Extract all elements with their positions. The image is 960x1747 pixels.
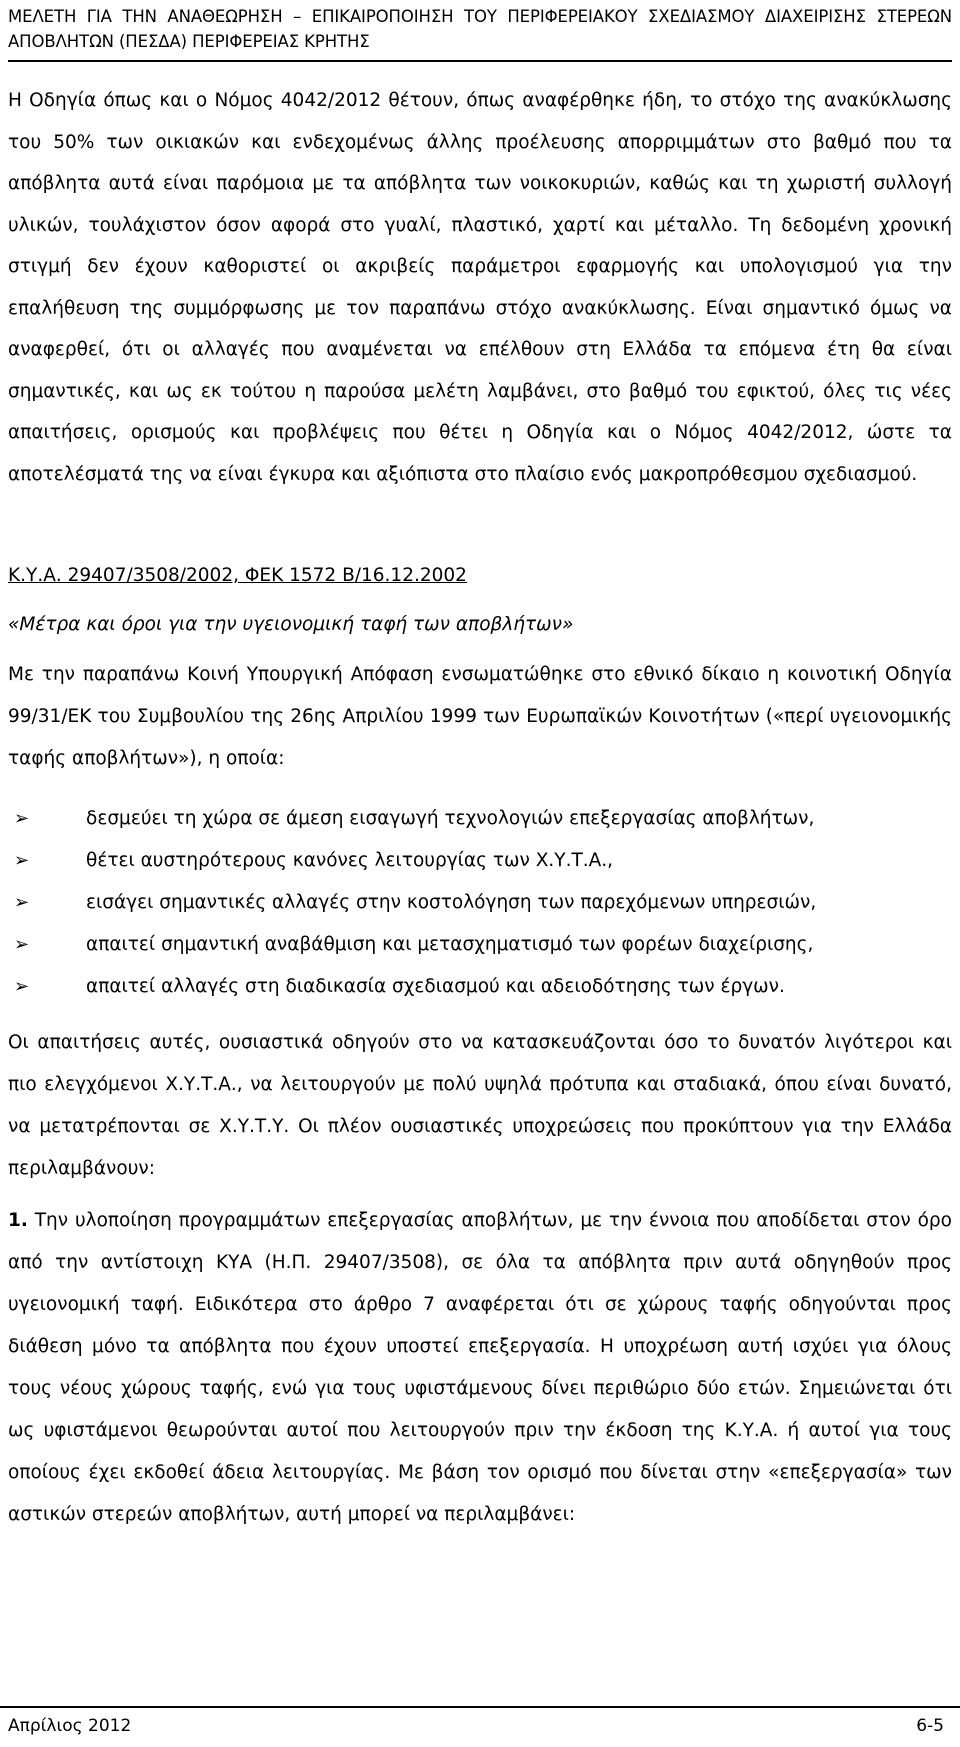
paragraph-kya-intro: Με την παραπάνω Κοινή Υπουργική Απόφαση ενσωματώθηκε στο εθνικό δίκαιο η κοινοτική Οδηγία 99/31/ΕΚ του Συμβουλίου της 26ης Απριλίου 1999 των Ευρωπαϊκών Κοινοτήτων («περί υγειονομικής ταφής αποβλήτων»), η οποία: — [8, 664, 952, 769]
list-item-text: απαιτεί αλλαγές στη διαδικασία σχεδιασμού και αδειοδότησης των έργων. — [86, 976, 785, 997]
arrow-bullet-icon: ➢ — [14, 850, 30, 871]
item-text: Την υλοποίηση προγραμμάτων επεξεργασίας αποβλήτων, με την έννοια που αποδίδεται στον όρο από την αντίστοιχη ΚΥΑ (Η.Π. 29407/3508), σε όλα τα απόβλητα πριν αυτά οδηγηθούν προς υγειονομική ταφή. Ειδικότερα στο άρθρο 7 αναφέρεται ότι σε χώρους ταφής οδηγούνται προς διάθεση μόνο τα απόβλητα που έχουν υποστεί επεξεργασία. Η υποχρέωση αυτή ισχύει για όλους τους νέους χώρους ταφής, ενώ για τους υφιστάμενους δίνει περιθώριο δύο ετών. Σημειώνεται ότι ως υφιστάμενοι θεωρούνται αυτοί που λειτουργούν πριν την έκδοση της Κ.Υ.Α. ή αυτοί για τους οποίους έχει εκδοθεί άδεια λειτουργίας. Με βάση τον ορισμό που δίνεται στην «επεξεργασία» των αστικών στερεών αποβλήτων, αυτή μπορεί να περιλαμβάνει: — [8, 1210, 952, 1525]
footer-date: Απρίλιος 2012 — [8, 1716, 132, 1736]
list-item-text: απαιτεί σημαντική αναβάθμιση και μετασχηματισμό των φορέων διαχείρισης, — [86, 934, 814, 955]
paragraph-directive-law: Η Οδηγία όπως και ο Νόμος 4042/2012 θέτουν, όπως αναφέρθηκε ήδη, το στόχο της ανακύκλωσης του 50% των οικιακών και ενδεχομένως άλλης προέλευσης απορριμμάτων στο βαθμό που τα απόβλητα αυτά είναι παρόμοια με τα απόβλητα των νοικοκυριών, καθώς και τη χωριστή συλλογή υλικών, τουλάχιστον όσον αφορά στο γυαλί, πλαστικό, χαρτί και μέταλλο. Τη δεδομένη χρονική στιγμή δεν έχουν καθοριστεί οι ακριβείς παράμετροι εφαρμογής και υπολογισμού για την επαλήθευση της συμμόρφωσης με τον παραπάνω στόχο ανακύκλωσης. Είναι σημαντικό όμως να αναφερθεί, ότι οι αλλαγές που αναμένεται να επέλθουν στη Ελλάδα τα επόμενα έτη θα είναι σημαντικές, και ως εκ τούτου η παρούσα μελέτη λαμβάνει, στο βαθμό του εφικτού, όλες τις νέες απαιτήσεις, ορισμούς και προβλέψεις που θέτει η Οδηγία και ο Νόμος 4042/2012, ώστε τα αποτελέσματά της να είναι έγκυρα και αξιόπιστα στο πλαίσιο ενός μακροπρόθεσμου σχεδιασμού. — [8, 90, 952, 485]
obligations-list — [8, 798, 952, 1008]
arrow-bullet-icon: ➢ — [14, 976, 30, 997]
page-number: 6-5 — [916, 1716, 944, 1736]
page-header — [8, 4, 952, 62]
header-title: ΜΕΛΕΤΗ ΓΙΑ ΤΗΝ ΑΝΑΘΕΩΡΗΣΗ – ΕΠΙΚΑΙΡΟΠΟΙΗΣΗ ΤΟΥ ΠΕΡΙΦΕΡΕΙΑΚΟΥ ΣΧΕΔΙΑΣΜΟΥ ΔΙΑΧΕΙΡΙΣΗΣ ΣΤΕΡΕΩΝ ΑΠΟΒΛΗΤΩΝ (ΠΕΣΔΑ) ΠΕΡΙΦΕΡΕΙΑΣ ΚΡΗΤΗΣ — [8, 7, 952, 51]
list-item-text: δεσμεύει τη χώρα σε άμεση εισαγωγή τεχνολογιών επεξεργασίας αποβλήτων, — [86, 808, 815, 829]
numbered-item-1 — [8, 1200, 952, 1536]
kya-subtitle: «Μέτρα και όροι για την υγειονομική ταφή των αποβλήτων» — [8, 614, 574, 635]
arrow-bullet-icon: ➢ — [14, 892, 30, 913]
arrow-bullet-icon: ➢ — [14, 934, 30, 955]
list-item — [8, 798, 952, 840]
list-item — [8, 924, 952, 966]
list-item — [8, 882, 952, 924]
list-item — [8, 966, 952, 1008]
item-number: 1. — [8, 1210, 28, 1231]
document-body — [8, 80, 952, 1536]
kya-heading: Κ.Υ.Α. 29407/3508/2002, ΦΕΚ 1572 Β/16.12.2002 — [8, 565, 467, 586]
list-item — [8, 840, 952, 882]
list-item-text: θέτει αυστηρότερους κανόνες λειτουργίας των Χ.Υ.Τ.Α., — [86, 850, 614, 871]
page-footer — [0, 1706, 960, 1736]
paragraph-requirements: Οι απαιτήσεις αυτές, ουσιαστικά οδηγούν στο να κατασκευάζονται όσο το δυνατόν λιγότεροι και πιο ελεγχόμενοι Χ.Υ.Τ.Α., να λειτουργούν με πολύ υψηλά πρότυπα και σταδιακά, όπου είναι δυνατό, να μετατρέπονται σε Χ.Υ.Τ.Υ. Οι πλέον ουσιαστικές υποχρεώσεις που προκύπτουν για την Ελλάδα περιλαμβάνουν: — [8, 1032, 952, 1179]
arrow-bullet-icon: ➢ — [14, 808, 30, 829]
list-item-text: εισάγει σημαντικές αλλαγές στην κοστολόγηση των παρεχόμενων υπηρεσιών, — [86, 892, 817, 913]
